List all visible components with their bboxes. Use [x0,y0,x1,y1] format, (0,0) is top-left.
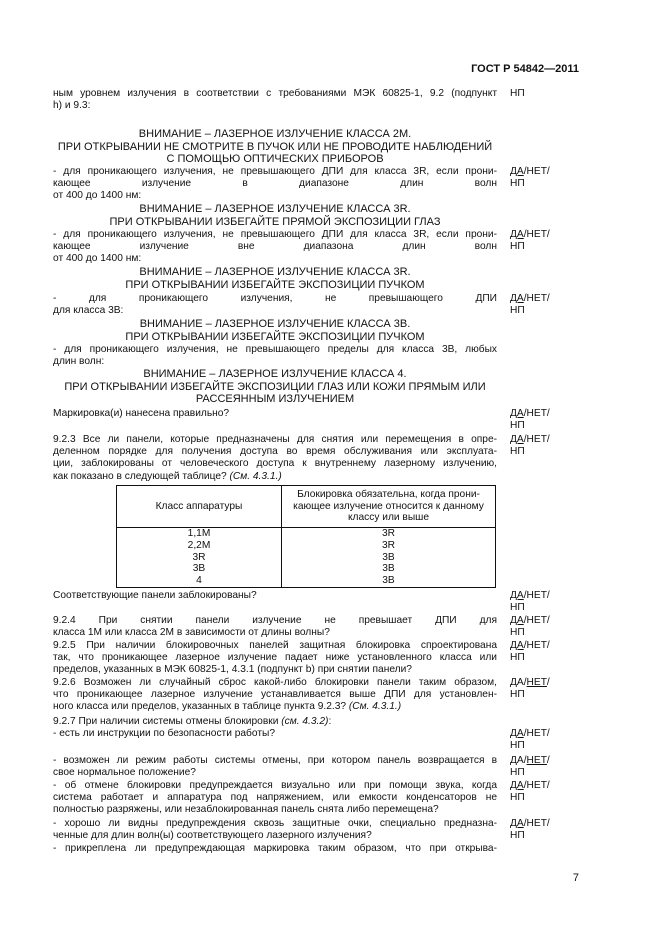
answer-da-net-np: ДА/НЕТ/ НП [510,434,550,458]
question-panels-locked: Соответствующие панели заблокированы? [53,590,257,601]
answer-da-net-np: ДА/НЕТ/ НП [510,640,550,664]
question-marking: Маркировка(и) нанесена правильно? [53,408,230,419]
table-header-class: Класс аппаратуры [117,486,282,528]
table-header-interlock: Блокировка обязательна, когда прони- кающее излучение относится к данному классу или выше [282,486,496,528]
answer-da-net-np: ДА/НЕТ/ НП [510,728,550,752]
answer-da-net-np: ДА/НЕТ/ НП [510,677,550,701]
question-9-2-7-b: - возможен ли режим работы системы отмены, при котором панель возвращается в свое нормальное положение? [53,755,497,779]
item-class-4: - для проникающего излучения, не превышающего пределы для класса 3В, любых длин волн: [53,344,497,368]
warning-class-3b: ВНИМАНИЕ – ЛАЗЕРНОЕ ИЗЛУЧЕНИЕ КЛАССА 3В. ПРИ ОТКРЫВАНИИ ИЗБЕГАЙТЕ ЭКСПОЗИЦИИ ПУЧКОМ [125,318,425,343]
question-9-2-6: 9.2.6 Возможен ли случайный сброс какой-либо блокировки панели таким образом, что проникающее лазерное излучение устанавливается выше ДПИ для установлен- ного класса или пределов, указанных в таблице пункта 9.2.3? (См. 4.3.1.) [53,677,497,713]
answer-da-net-np: ДА/НЕТ/ НП [510,615,550,639]
table-row: 4 3B [117,575,496,587]
question-9-2-7-e: - прикреплена ли предупреждающая маркировка таким образом, что при открыва- [53,843,497,854]
answer-da-net-np: ДА/НЕТ/ НП [510,229,550,253]
answer-np: НП [510,88,525,99]
table-row: 1,1М 3R [117,528,496,540]
question-9-2-7: 9.2.7 При наличии системы отмены блокировки (см. 4.3.2): [53,716,332,727]
question-9-2-5: 9.2.5 При наличии блокировочных панелей защитная блокировка спроектирована так, что проникающее лазерное излучение падает ниже установленного класса или пределов, указанных в МЭК 60825-1, 4.3.1 (подпункт b) при снятии панели? [53,640,497,676]
warning-class-3r-beam: ВНИМАНИЕ – ЛАЗЕРНОЕ ИЗЛУЧЕНИЕ КЛАССА 3R. ПРИ ОТКРЫВАНИИ ИЗБЕГАЙТЕ ЭКСПОЗИЦИИ ПУЧКОМ [125,266,425,291]
page-number: 7 [572,872,579,884]
table-row: 2,2М 3R [117,540,496,552]
item-3r-out-range: - для проникающего излучения, не превышающего ДПИ для класса 3R, если прони- кающее излучение вне диапазона длин волн от 400 до 1400 нм: [53,229,497,265]
item-3b: - для проникающего излучения, не превышающего ДПИ для класса 3В: [53,293,497,317]
answer-da-net-np: ДА/НЕТ/ НП [510,818,550,842]
answer-da-net-np: ДА/НЕТ/ НП [510,590,550,614]
answer-da-net-np: ДА/НЕТ/ НП [510,408,550,432]
answer-da-net-np: ДА/НЕТ/ НП [510,780,550,804]
answer-da-net-np: ДА/НЕТ/ НП [510,293,550,317]
question-9-2-3: 9.2.3 Все ли панели, которые предназначены для снятия или перемещения в опре- деленном порядке для получения доступа во время обслуживания или эксплуата- ции, заблокированы от человеческого доступа к внутреннему лазерному излучению, как показано в следующей таблице? (См. 4.3.1.) [53,434,497,482]
table-row: 3B 3B [117,563,496,575]
warning-class-3r-eyes: ВНИМАНИЕ – ЛАЗЕРНОЕ ИЗЛУЧЕНИЕ КЛАССА 3R. ПРИ ОТКРЫВАНИИ ИЗБЕГАЙТЕ ПРЯМОЙ ЭКСПОЗИЦИИ ГЛАЗ [109,203,441,228]
item-3r-in-range: - для проникающего излучения, не превышающего ДПИ для класса 3R, если прони- кающее излучение в диапазоне длин волн от 400 до 1400 нм: [53,166,497,202]
question-9-2-7-d: - хорошо ли видны предупреждения сквозь защитные очки, специально предназна- ченные для длин волн(ы) соответствующего лазерного излучения? [53,818,497,842]
question-9-2-7-a: - есть ли инструкции по безопасности работы? [53,728,275,739]
warning-class-4: ВНИМАНИЕ – ЛАЗЕРНОЕ ИЗЛУЧЕНИЕ КЛАССА 4. ПРИ ОТКРЫВАНИИ ИЗБЕГАЙТЕ ЭКСПОЗИЦИИ ГЛАЗ ИЛИ КОЖИ ПРЯМЫМ ИЛИ РАССЕЯННЫМ ИЗЛУЧЕНИЕМ [64,368,486,405]
document-header: ГОСТ Р 54842—2011 [471,63,579,75]
question-9-2-4: 9.2.4 При снятии панели излучение не превышает ДПИ для класса 1М или класса 2М в зависимости от длины волны? [53,615,497,639]
answer-da-net-np: ДА/НЕТ/ НП [510,166,550,190]
table-header-row [117,486,496,528]
warning-class-2m: ВНИМАНИЕ – ЛАЗЕРНОЕ ИЗЛУЧЕНИЕ КЛАССА 2М. ПРИ ОТКРЫВАНИИ НЕ СМОТРИТЕ В ПУЧОК ИЛИ НЕ ПРОВОДИТЕ НАБЛЮДЕНИЙ С ПОМОЩЬЮ ОПТИЧЕСКИХ ПРИБОРОВ [57,128,493,165]
answer-da-net-np: ДА/НЕТ/ НП [510,755,550,779]
interlock-table [116,485,496,588]
intro-paragraph: ным уровнем излучения в соответствии с требованиями МЭК 60825-1, 9.2 (подпункт h) и 9.3: [53,88,497,112]
table-row: 3R 3B [117,552,496,564]
question-9-2-7-c: - об отмене блокировки предупреждается визуально или при помощи звука, когда система работает и аппаратура под напряжением, или емкости конденсаторов не полностью разряжены, или незаблокированная панель снята либо перемещена? [53,780,497,816]
